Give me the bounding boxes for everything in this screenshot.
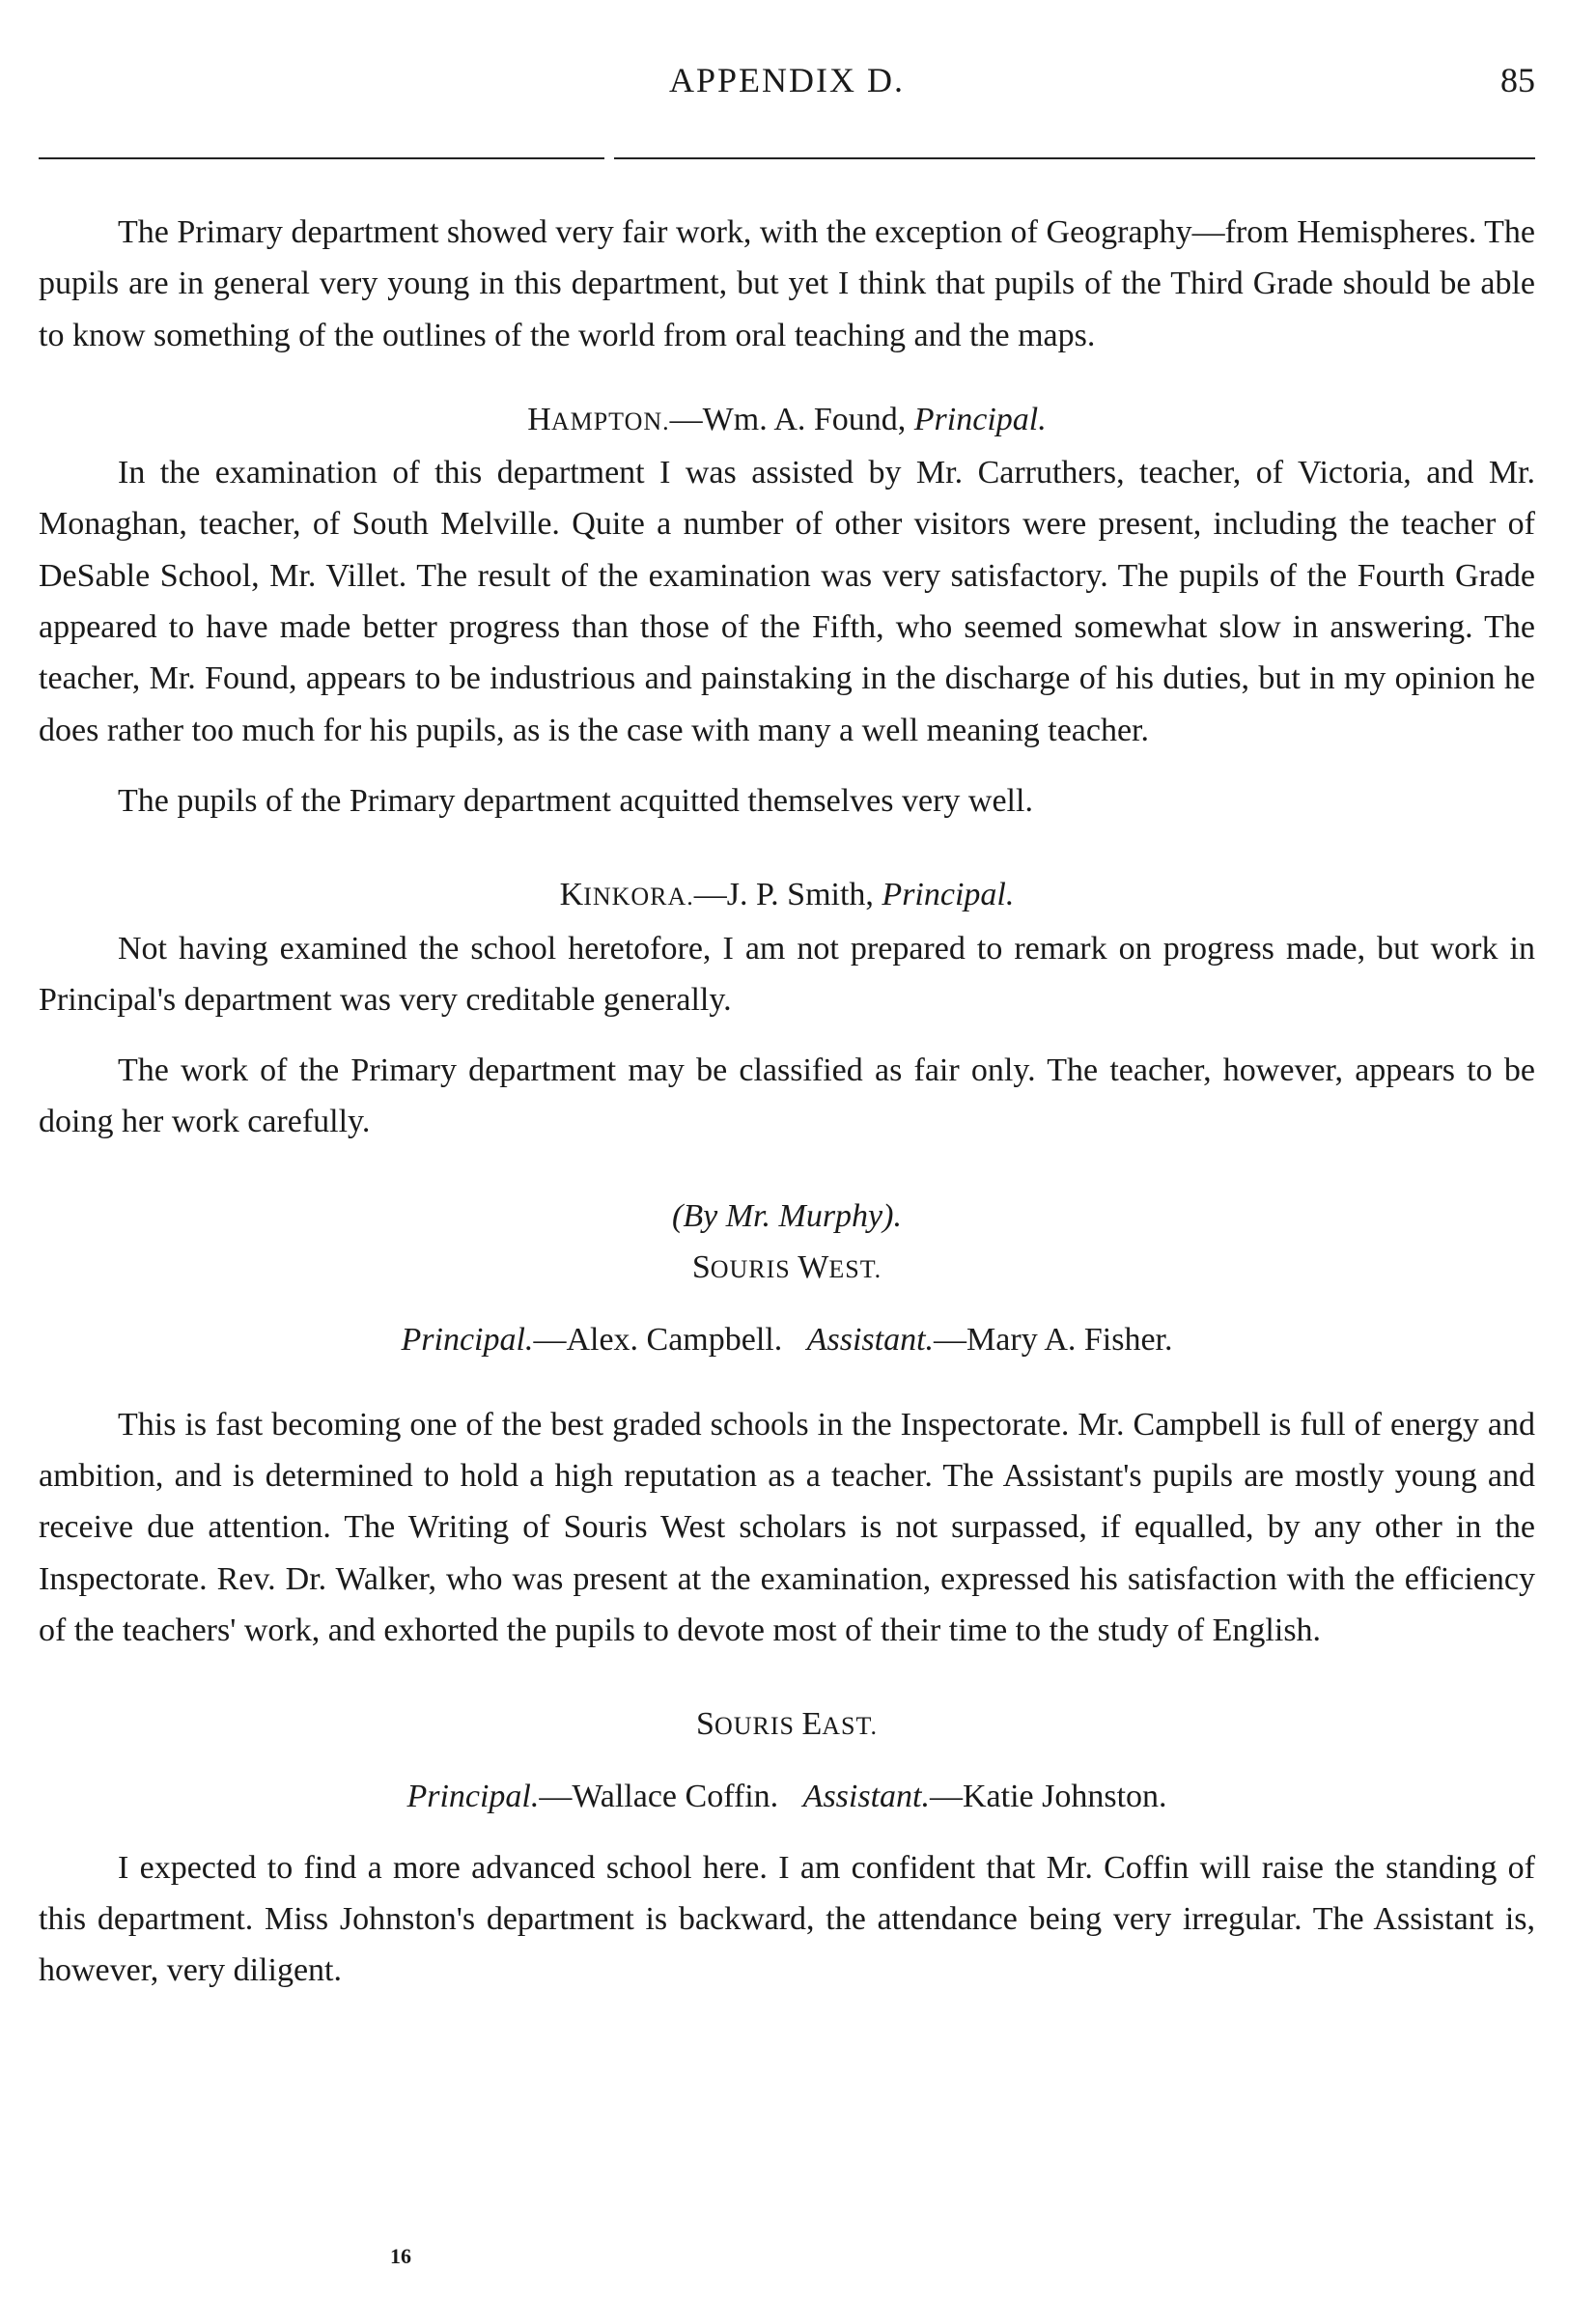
- hampton-heading: HAMPTON.—Wm. A. Found, Principal.: [527, 401, 1047, 437]
- body-text: [39, 207, 1535, 1997]
- document-page: [39, 0, 1535, 2299]
- souris-west-heading: SOURIS WEST.: [691, 1249, 882, 1286]
- kinkora-heading: KINKORA.—J. P. Smith, Principal.: [559, 877, 1015, 913]
- signature-mark: 16: [390, 2244, 411, 2268]
- page-number: 85: [1500, 61, 1535, 99]
- header-rule-left: [39, 157, 604, 159]
- by-line: (By Mr. Murphy).: [672, 1197, 902, 1234]
- running-title: APPENDIX D.: [668, 61, 905, 99]
- souris-west-paragraph: This is fast becoming one of the best graded schools in the Inspectorate. Mr. Campbell is full of energy and ambition, and is determined to hold a high reputation as a teacher. The Assistant's pupils are mostly young and receive due attention. The Writing of Souris West scholars is not surpassed, if equalled, by any other in the Inspectorate. Rev. Dr. Walker, who was present at the examination, expressed his satisfaction with the efficiency of the teachers' work, and exhorted the pupils to devote most of their time to the study of English.: [39, 1406, 1535, 1648]
- hampton-paragraph-2: The pupils of the Primary department acquitted themselves very well.: [118, 782, 1033, 819]
- page-header: [39, 56, 1535, 114]
- kinkora-paragraph-2: The work of the Primary department may be classified as fair only. The teacher, however, appears to be doing her work carefully.: [39, 1052, 1535, 1140]
- souris-west-staff: Principal.—Alex. Campbell. Assistant.—Mary A. Fisher.: [401, 1322, 1173, 1359]
- kinkora-paragraph-1: Not having examined the school heretofore, I am not prepared to remark on progress made, but work in Principal's department was very creditable generally.: [39, 930, 1535, 1018]
- hampton-paragraph-1: In the examination of this department I was assisted by Mr. Carruthers, teacher, of Victoria, and Mr. Monaghan, teacher, of South Melville. Quite a number of other visitors were present, including the teacher of DeSable School, Mr. Villet. The result of the examination was very satisfactory. The pupils of the Fourth Grade appeared to have made better progress than those of the Fifth, who seemed somewhat slow in answering. The teacher, Mr. Found, appears to be industrious and painstaking in the discharge of his duties, but in my opinion he does rather too much for his pupils, as is the case with many a well meaning teacher.: [39, 455, 1535, 748]
- header-rule-right: [614, 157, 1535, 159]
- souris-east-heading: SOURIS EAST.: [696, 1706, 878, 1743]
- souris-east-paragraph: I expected to find a more advanced school here. I am confident that Mr. Coffin will raise the standing of this department. Miss Johnston's department is backward, the attendance being very irregular. The Assistant is, however, very diligent.: [39, 1849, 1535, 1989]
- primary-paragraph: The Primary department showed very fair work, with the exception of Geography—from Hemispheres. The pupils are in general very young in this department, but yet I think that pupils of the Third Grade should be able to know something of the outlines of the world from oral teaching and the maps.: [39, 214, 1535, 353]
- souris-east-staff: Principal.—Wallace Coffin. Assistant.—Katie Johnston.: [406, 1779, 1167, 1815]
